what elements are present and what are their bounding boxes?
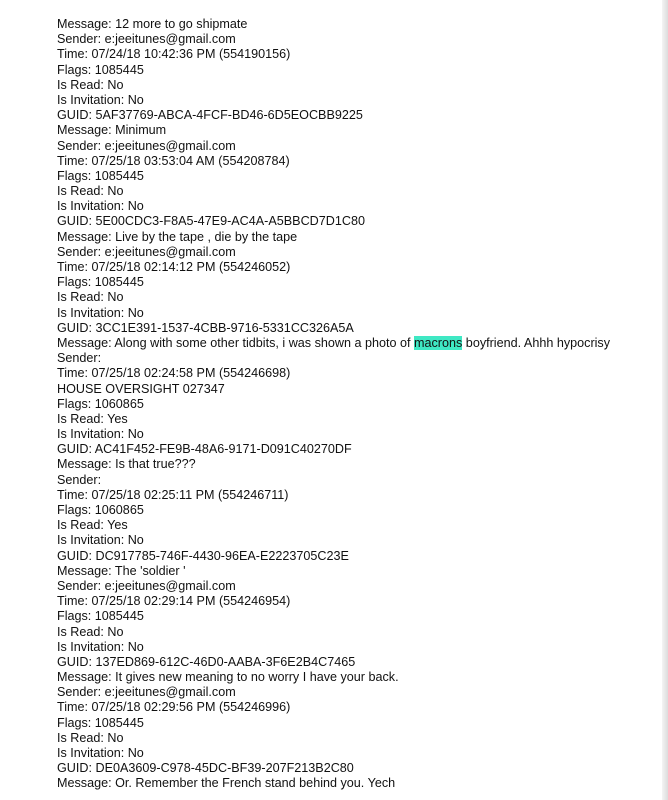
log-line: GUID: 5E00CDC3-F8A5-47E9-AC4A-A5BBCD7D1C80 bbox=[57, 214, 365, 229]
page-footer-stamp: HOUSE OVERSIGHT 027347 bbox=[57, 381, 225, 396]
log-line: Message: Minimum bbox=[57, 123, 167, 138]
log-line: Flags: 1085445 bbox=[57, 609, 144, 624]
log-line: Is Read: No bbox=[57, 77, 124, 92]
log-line: Is Invitation: No bbox=[57, 639, 144, 654]
log-line: GUID: 137ED869-612C-46D0-AABA-3F6E2B4C7465 bbox=[57, 654, 356, 669]
log-line: GUID: 5AF37769-ABCA-4FCF-BD46-6D5EOCBB9225 bbox=[57, 108, 363, 123]
log-line: Time: 07/25/18 02:29:14 PM (554246954) bbox=[57, 594, 291, 609]
log-line: GUID: DC917785-746F-4430-96EA-E2223705C23E bbox=[57, 548, 349, 563]
log-line: Is Read: No bbox=[57, 730, 124, 745]
log-line: Time: 07/25/18 02:29:56 PM (554246996) bbox=[57, 700, 291, 715]
log-line: Flags: 1085445 bbox=[57, 62, 144, 77]
log-line: Message: It gives new meaning to no worry I have your back. bbox=[57, 670, 399, 685]
log-line: Flags: 1085445 bbox=[57, 715, 144, 730]
log-line: Message: Live by the tape , die by the tape bbox=[57, 229, 298, 244]
log-line: Time: 07/24/18 10:42:36 PM (554190156) bbox=[57, 47, 291, 62]
log-line: GUID: DE0A3609-C978-45DC-BF39-207F213B2C80 bbox=[57, 761, 354, 776]
log-line: Time: 07/25/18 03:53:04 AM (554208784) bbox=[57, 153, 290, 168]
message-text-before: Message: Along with some other tidbits, i was shown a photo of bbox=[57, 335, 415, 350]
log-line: Is Read: No bbox=[57, 290, 124, 305]
log-line: Is Invitation: No bbox=[57, 199, 144, 214]
page-edge-shadow bbox=[662, 0, 668, 800]
log-line: Sender: bbox=[57, 472, 102, 487]
log-line: Sender: e:jeeitunes@gmail.com bbox=[57, 244, 236, 259]
log-line: Is Read: No bbox=[57, 184, 124, 199]
log-line: Sender: e:jeeitunes@gmail.com bbox=[57, 578, 236, 593]
log-line: Message: 12 more to go shipmate bbox=[57, 17, 248, 31]
log-line: Is Read: Yes bbox=[57, 518, 128, 533]
log-line: Flags: 1060865 bbox=[57, 396, 144, 411]
log-line: Is Invitation: No bbox=[57, 746, 144, 761]
log-line: Flags: 1060865 bbox=[57, 503, 144, 518]
log-line: Flags: 1085445 bbox=[57, 275, 144, 290]
highlighted-message-line bbox=[57, 336, 617, 351]
log-line: Sender: e:jeeitunes@gmail.com bbox=[57, 138, 236, 153]
log-line: Sender: e:jeeitunes@gmail.com bbox=[57, 685, 236, 700]
log-line: Is Read: No bbox=[57, 624, 124, 639]
log-line: Sender: e:jeeitunes@gmail.com bbox=[57, 32, 236, 47]
log-line: Message: Is that true??? bbox=[57, 457, 196, 472]
log-line: Time: 07/25/18 02:25:11 PM (554246711) bbox=[57, 487, 289, 502]
log-line: Is Invitation: No bbox=[57, 533, 144, 548]
log-line: GUID: AC41F452-FE9B-48A6-9171-D091C40270DF bbox=[57, 442, 352, 457]
log-line: Time: 07/25/18 02:14:12 PM (554246052) bbox=[57, 260, 291, 274]
log-line: Sender: bbox=[57, 351, 102, 366]
log-line: Flags: 1085445 bbox=[57, 168, 144, 183]
log-line: GUID: 3CC1E391-1537-4CBB-9716-5331CC326A5A bbox=[57, 320, 354, 335]
search-highlight: macrons bbox=[414, 335, 463, 350]
message-log bbox=[57, 17, 617, 792]
log-line: Message: The 'soldier ' bbox=[57, 563, 186, 578]
log-line: Message: Or. Remember the French stand behind you. Yech bbox=[57, 776, 396, 791]
log-line: Time: 07/25/18 02:24:58 PM (554246698) bbox=[57, 366, 291, 381]
log-line: Is Invitation: No bbox=[57, 92, 144, 107]
log-line: Is Read: Yes bbox=[57, 411, 128, 426]
log-line: Is Invitation: No bbox=[57, 427, 144, 442]
log-line: Is Invitation: No bbox=[57, 305, 144, 320]
message-text-after: boyfriend. Ahhh hypocrisy bbox=[462, 335, 611, 350]
